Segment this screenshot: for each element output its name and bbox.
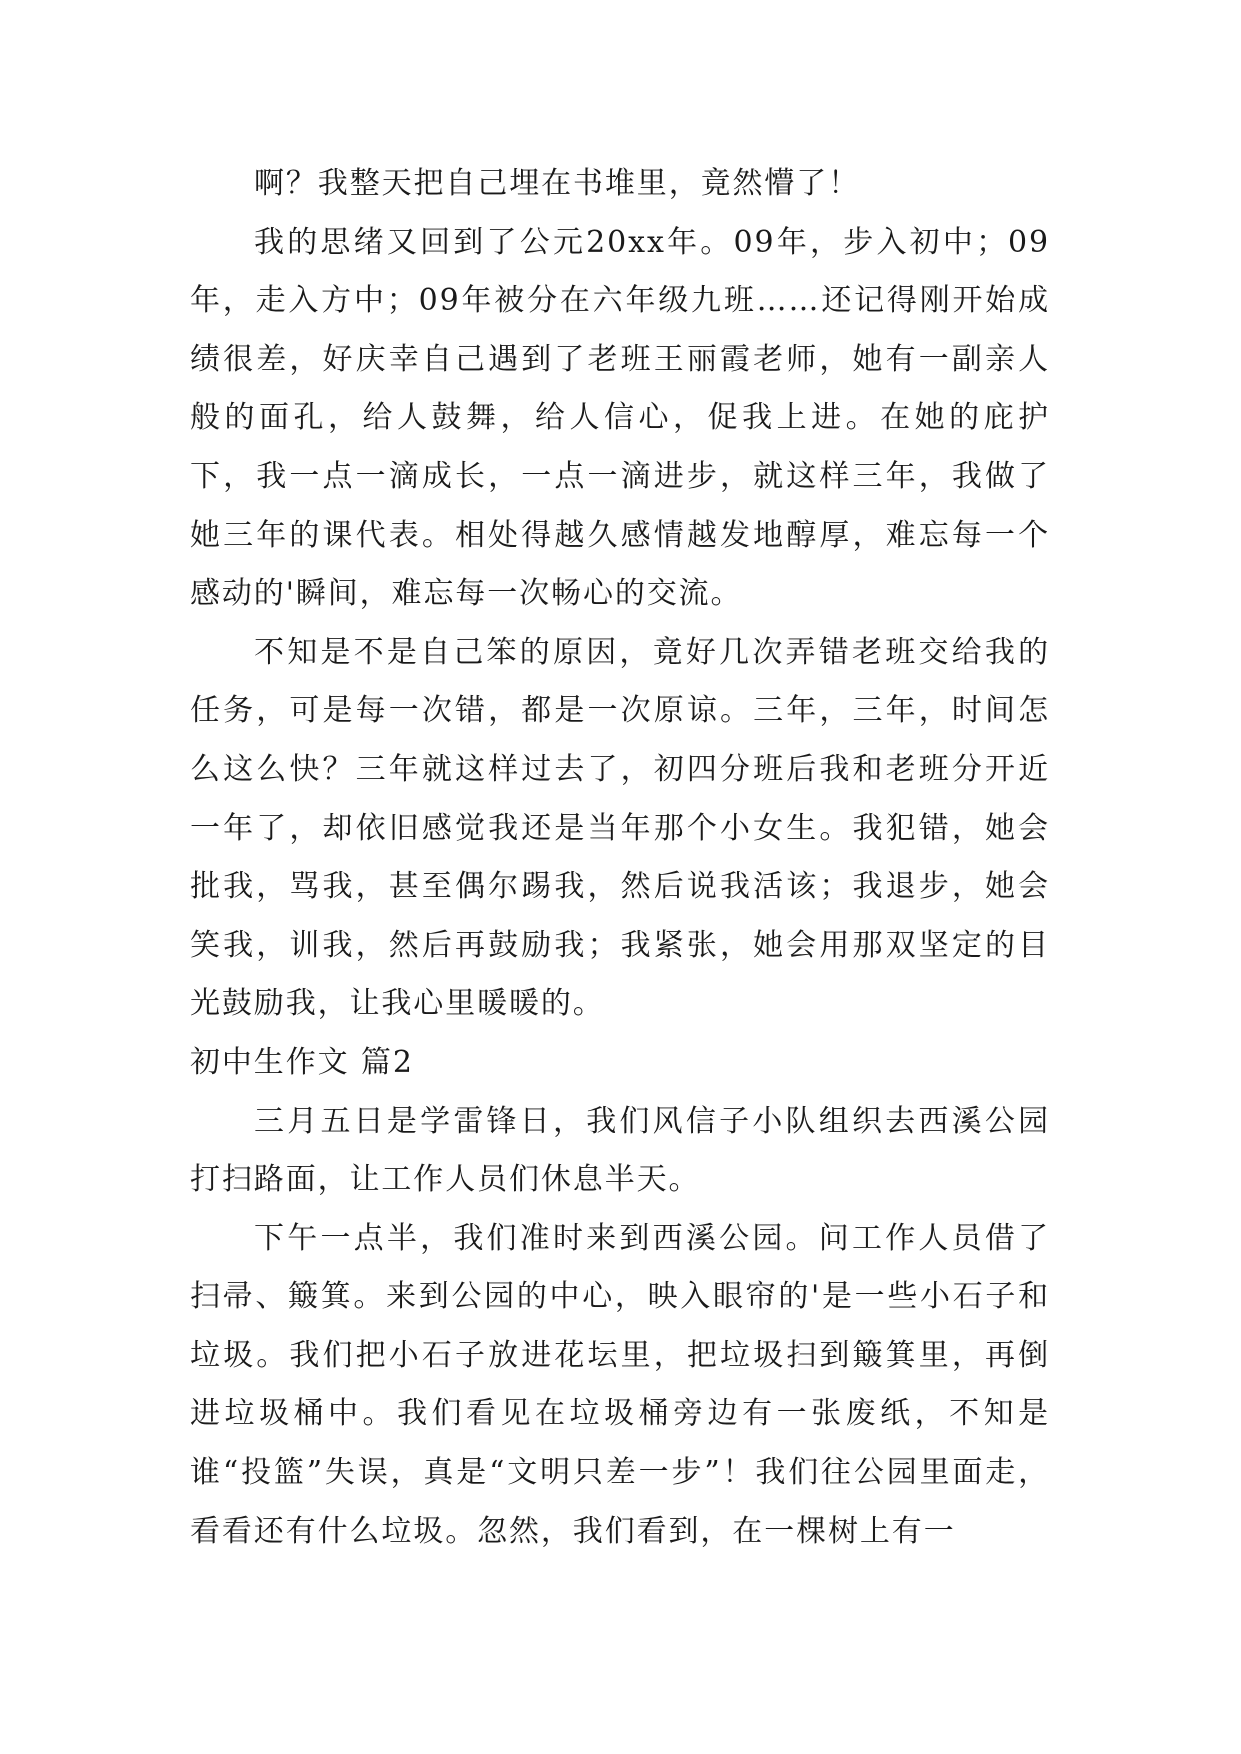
paragraph: 下午一点半，我们准时来到西溪公园。问工作人员借了扫帚、簸箕。来到公园的中心，映入眼帘的'是一些小石子和垃圾。我们把小石子放进花坛里，把垃圾扫到簸箕里，再倒进垃圾桶中。我们看见在垃圾桶旁边有一张废纸，不知是谁“投篮”失误，真是“文明只差一步”！我们往公园里面走，看看还有什么垃圾。忽然，我们看到，在一棵树上有一 xyxy=(190,1220,1050,1549)
document-page xyxy=(190,155,1050,1561)
section-heading: 初中生作文 篇2 xyxy=(190,1044,414,1080)
paragraph: 三月五日是学雷锋日，我们风信子小队组织去西溪公园打扫路面，让工作人员们休息半天。 xyxy=(190,1103,1050,1198)
paragraph: 我的思绪又回到了公元20xx年。09年，步入初中；09年，走入方中；09年被分在六年级九班……还记得刚开始成绩很差，好庆幸自己遇到了老班王丽霞老师，她有一副亲人般的面孔，给人鼓舞，给人信心，促我上进。在她的庇护下，我一点一滴成长，一点一滴进步，就这样三年，我做了她三年的课代表。相处得越久感情越发地醇厚，难忘每一个感动的'瞬间，难忘每一次畅心的交流。 xyxy=(190,224,1050,612)
paragraph: 啊？我整天把自己埋在书堆里，竟然懵了！ xyxy=(254,166,861,201)
paragraph: 不知是不是自己笨的原因，竟好几次弄错老班交给我的任务，可是每一次错，都是一次原谅。三年，三年，时间怎么这么快？三年就这样过去了，初四分班后我和老班分开近一年了，却依旧感觉我还是当年那个小女生。我犯错，她会批我，骂我，甚至偶尔踢我，然后说我活该；我退步，她会笑我，训我，然后再鼓励我；我紧张，她会用那双坚定的目光鼓励我，让我心里暖暖的。 xyxy=(190,634,1050,1022)
